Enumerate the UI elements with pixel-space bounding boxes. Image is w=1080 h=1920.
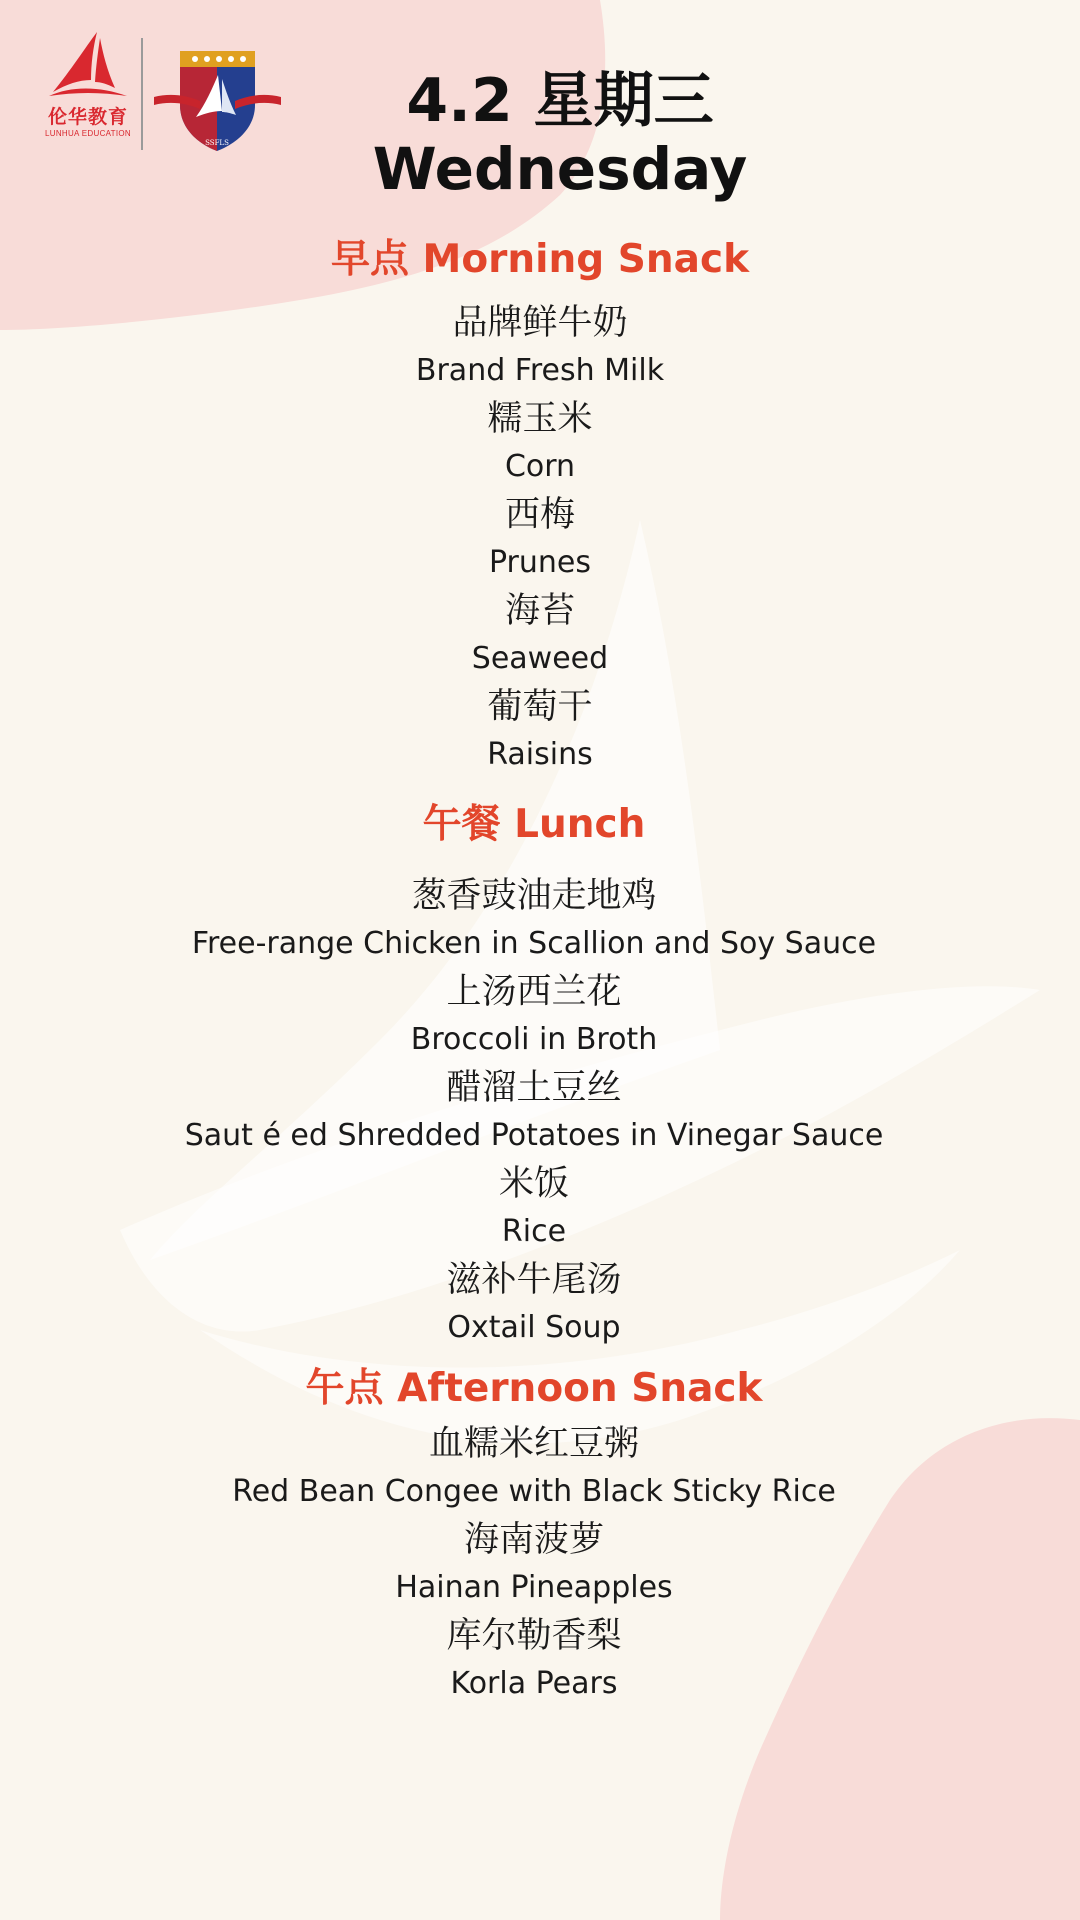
menu-list bbox=[0, 1420, 1080, 1708]
menu-item-en: Corn bbox=[504, 449, 576, 484]
menu-item-en: Raisins bbox=[487, 737, 593, 772]
menu-item-en: Hainan Pineapples bbox=[395, 1570, 673, 1605]
menu-item-en: Seaweed bbox=[471, 641, 609, 676]
section-title: 午餐 Lunch bbox=[422, 802, 646, 847]
section-title: 午点 Afternoon Snack bbox=[305, 1366, 763, 1411]
school-logo-abbr: SSFLS bbox=[205, 139, 229, 147]
section-lunch bbox=[0, 800, 1080, 1352]
menu-item-en: Korla Pears bbox=[450, 1666, 618, 1701]
menu-item-cn: 库尔勒香梨 bbox=[446, 1616, 622, 1656]
lunhua-logo-en: LUNHUA EDUCATION bbox=[45, 129, 131, 138]
menu-item-cn: 米饭 bbox=[498, 1164, 569, 1204]
menu-item-en: Prunes bbox=[488, 545, 591, 580]
weekday-title: Wednesday bbox=[372, 135, 748, 203]
menu-item-cn: 西梅 bbox=[504, 495, 575, 535]
menu-item-cn: 醋溜土豆丝 bbox=[446, 1068, 622, 1108]
menu-item-cn: 葱香豉油走地鸡 bbox=[411, 876, 657, 916]
menu-item-en: Free-range Chicken in Scallion and Soy Sauce bbox=[191, 926, 877, 961]
menu-item-en: Oxtail Soup bbox=[447, 1310, 621, 1345]
menu-item-cn: 上汤西兰花 bbox=[446, 972, 622, 1012]
menu-list bbox=[0, 299, 1080, 779]
page-title bbox=[40, 68, 1080, 202]
menu-item-cn: 海南菠萝 bbox=[463, 1520, 604, 1560]
menu-item-en: Broccoli in Broth bbox=[410, 1022, 658, 1057]
menu-item-cn: 滋补牛尾汤 bbox=[446, 1260, 622, 1300]
date-title: 4.2 星期三 bbox=[406, 66, 714, 136]
menu-item-en: Rice bbox=[501, 1214, 567, 1249]
menu-item-en: Red Bean Congee with Black Sticky Rice bbox=[232, 1474, 836, 1509]
menu-item-cn: 血糯米红豆粥 bbox=[428, 1424, 639, 1464]
menu-item-cn: 品牌鲜牛奶 bbox=[452, 303, 628, 343]
section-morning-snack bbox=[0, 235, 1080, 779]
menu-item-cn: 葡萄干 bbox=[487, 687, 593, 727]
menu-list bbox=[0, 872, 1080, 1352]
menu-item-cn: 糯玉米 bbox=[487, 399, 593, 439]
section-title: 早点 Morning Snack bbox=[330, 237, 750, 282]
section-afternoon-snack bbox=[0, 1364, 1080, 1708]
menu-item-en: Saut é ed Shredded Potatoes in Vinegar Sauce bbox=[184, 1118, 884, 1153]
menu-item-en: Brand Fresh Milk bbox=[415, 353, 665, 388]
menu-item-cn: 海苔 bbox=[504, 591, 575, 631]
lunhua-logo-cn: 伦华教育 bbox=[47, 106, 128, 128]
